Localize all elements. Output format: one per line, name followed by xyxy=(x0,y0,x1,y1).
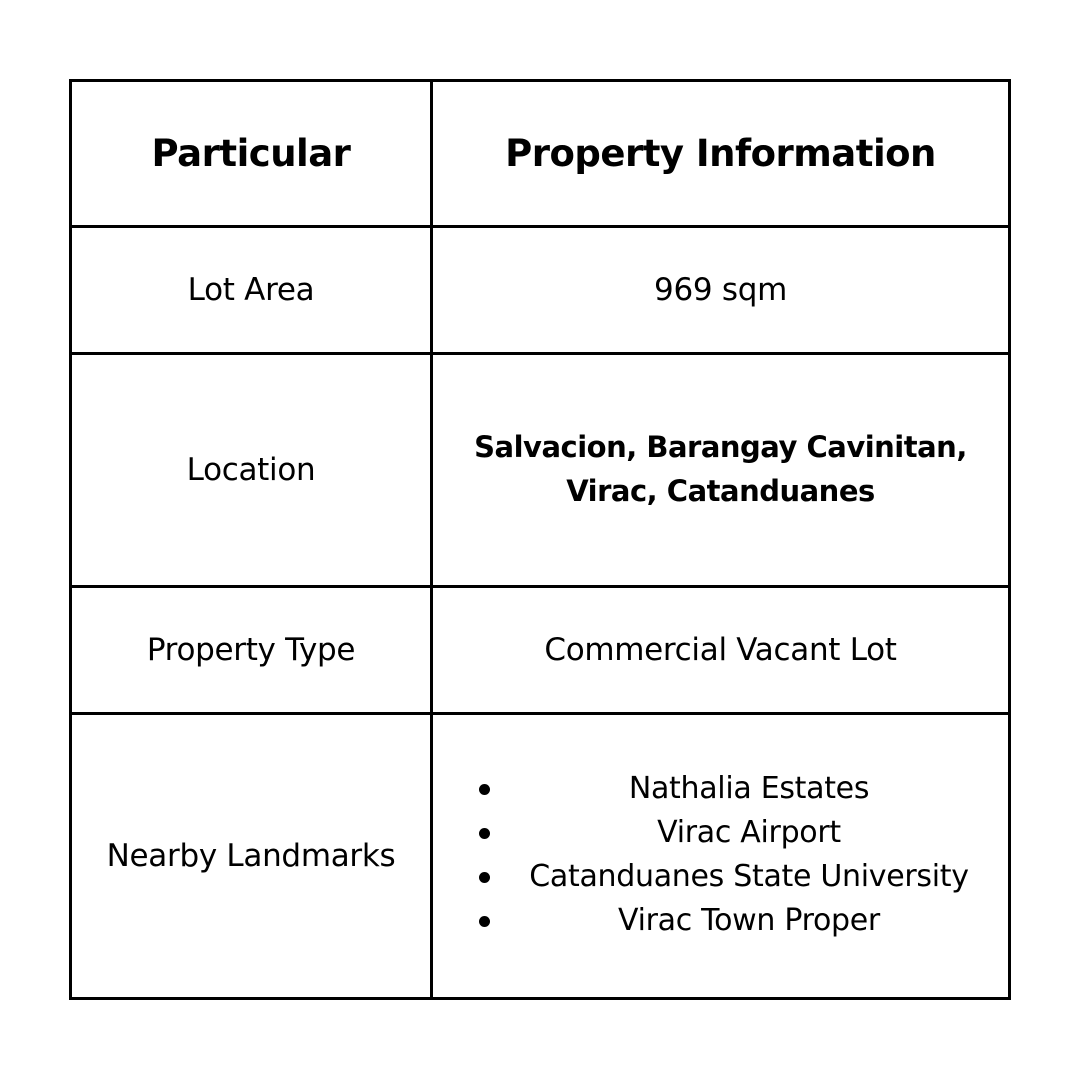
bullet-icon xyxy=(479,828,490,839)
value-nearby-landmarks xyxy=(433,715,1008,997)
list-item: Virac Town Proper xyxy=(433,899,1008,943)
label-property-type: Property Type xyxy=(146,632,356,668)
value-property-type: Commercial Vacant Lot xyxy=(544,632,897,668)
location-line-2: Virac, Catanduanes xyxy=(566,474,875,508)
list-item: Virac Airport xyxy=(433,811,1008,855)
label-nearby-landmarks: Nearby Landmarks xyxy=(106,838,396,874)
label-location: Location xyxy=(186,452,316,488)
bullet-icon xyxy=(479,872,490,883)
value-location xyxy=(433,355,1008,585)
bullet-icon xyxy=(479,916,490,927)
landmarks-list xyxy=(433,767,1008,943)
header-property-information: Property Information xyxy=(505,132,936,175)
bullet-icon xyxy=(479,784,490,795)
location-line-1: Salvacion, Barangay Cavinitan, xyxy=(474,430,967,464)
label-lot-area: Lot Area xyxy=(187,272,315,308)
header-particular: Particular xyxy=(151,132,351,175)
list-item: Nathalia Estates xyxy=(433,767,1008,811)
value-lot-area: 969 sqm xyxy=(654,272,787,308)
list-item: Catanduanes State University xyxy=(433,855,1008,899)
